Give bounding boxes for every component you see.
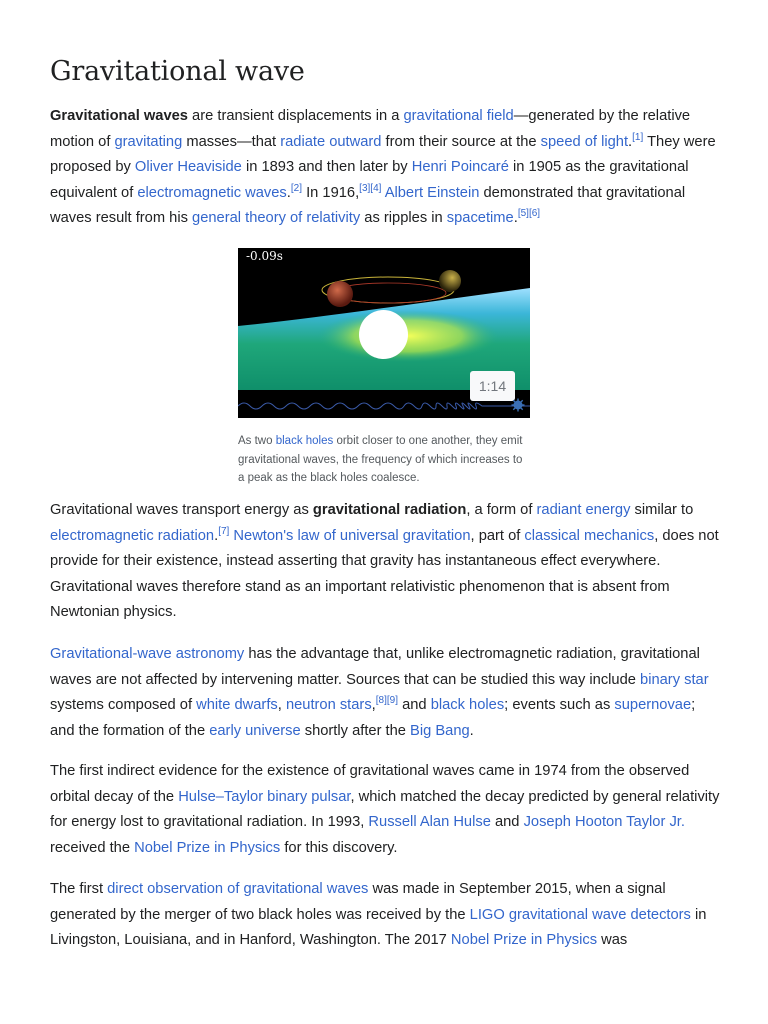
text: . [214,527,219,544]
link-hulse-taylor-pulsar[interactable]: Hulse–Taylor binary pulsar [178,788,351,805]
text: received the [50,839,135,856]
link-albert-einstein[interactable]: Albert Einstein [384,184,480,201]
paragraph-direct-observation [50,877,720,954]
text: Gravitational waves transport energy as [50,502,313,518]
text: . [513,210,518,226]
reference-5[interactable]: [5] [517,208,529,220]
reference-3[interactable]: [3] [359,182,371,194]
text: . [469,722,474,739]
caption-text: As two [238,435,276,447]
figure-caption [238,432,523,488]
text: has the advantage that, unlike electromagnetic radiation, gravitational waves are not affected by intervening matter. Sources that can be studied this way include [50,646,700,688]
text: in 1905 as the gravitational equivalent of [50,159,689,201]
link-electromagnetic-radiation[interactable]: electromagnetic radiation [50,527,215,544]
video-duration: 1:14 [470,371,515,401]
text: in 1893 and then later by [241,159,412,175]
text: , which matched the decay predicted by general relativity for energy lost to gravitational radiation. In 1993, [50,788,720,830]
link-classical-mechanics[interactable]: classical mechanics [524,527,655,544]
paragraph-indirect-evidence [50,759,720,861]
reference-7[interactable]: [7] [218,525,230,537]
link-russell-hulse[interactable]: Russell Alan Hulse [368,814,491,830]
link-oliver-heaviside[interactable]: Oliver Heaviside [134,159,242,175]
bold-term: gravitational radiation [312,502,467,518]
link-gravitational-field[interactable]: gravitational field [403,108,514,124]
text: , part of [470,527,525,544]
link-joseph-taylor[interactable]: Joseph Hooton Taylor Jr. [523,814,685,830]
text: The first indirect evidence for the existence of gravitational waves came in 1974 from the observed orbital decay of the [50,763,690,805]
caption-text: orbit closer to one another, they emit gravitational waves, the frequency of which increases to a peak as the black holes coalesce. [238,435,523,484]
link-radiant-energy[interactable]: radiant energy [536,502,631,518]
link-radiate-outward[interactable]: radiate outward [280,133,382,150]
text: masses—that [182,133,281,150]
text: are transient displacements in a [187,108,404,124]
reference-2[interactable]: [2] [290,182,302,194]
black-hole-merger-video[interactable] [238,248,530,418]
link-ligo-detectors[interactable]: LIGO gravitational wave detectors [469,906,691,923]
text: ; and the formation of the [50,697,696,739]
text: The first [50,881,108,897]
text: ; events such as [504,697,615,713]
link-nobel-prize-physics-2017[interactable]: Nobel Prize in Physics [450,932,598,948]
paragraph-astronomy [50,642,720,744]
reference-4[interactable]: [4] [370,182,382,194]
commons-media-icon [511,398,525,412]
text: —generated by the relative motion of [50,108,691,150]
bold-term: Gravitational waves [50,108,188,124]
reference-1[interactable]: [1] [632,131,644,143]
video-timecode: -0.09s [246,249,283,263]
link-supernovae[interactable]: supernovae [614,697,692,713]
text: and [490,814,524,830]
wave-glow [318,310,498,362]
link-binary-star[interactable]: binary star [640,671,709,688]
reference-9[interactable]: [9] [386,695,399,707]
paragraph-energy [50,498,720,626]
text: . [628,133,633,150]
text: systems composed of [50,697,197,713]
link-big-bang[interactable]: Big Bang [410,722,470,739]
link-nobel-prize-physics[interactable]: Nobel Prize in Physics [134,839,281,856]
link-gravitating[interactable]: gravitating [114,133,183,150]
link-electromagnetic-waves[interactable]: electromagnetic waves [137,184,287,201]
link-direct-observation[interactable]: direct observation of gravitational waves [107,881,369,897]
text: from their source at the [381,133,541,150]
text: They were proposed by [50,133,716,175]
text: similar to [630,502,694,518]
text: as ripples in [360,210,447,226]
caption-link-black-holes[interactable]: black holes [275,435,334,447]
text: was [597,932,628,948]
text: demonstrated that gravitational waves result from his [50,184,686,226]
reference-6[interactable]: [6] [528,208,541,220]
paragraph-intro [50,104,720,232]
text: and [398,697,431,713]
text: , [277,697,286,713]
black-hole-red [327,281,353,307]
link-general-relativity[interactable]: general theory of relativity [192,210,361,226]
text: was made in September 2015, when a signal generated by the merger of two black holes was received by the [50,881,666,923]
text: for this discovery. [280,839,398,856]
link-spacetime[interactable]: spacetime [446,210,514,226]
text: , does not provide for their existence, instead asserting that gravity has instantaneous effect everywhere. Gravitational waves therefore stand as an important relativistic phenomenon that is absent from Newtonian physics. [50,527,719,620]
link-neutron-stars[interactable]: neutron stars [285,697,372,713]
text: in Livingston, Louisiana, and in Hanford, Washington. The 2017 [50,906,707,948]
text: shortly after the [300,722,411,739]
text: . [286,184,291,201]
link-gw-astronomy[interactable]: Gravitational-wave astronomy [50,646,245,662]
link-speed-of-light[interactable]: speed of light [540,133,629,150]
text: In 1916, [302,184,360,201]
text: , a form of [466,502,537,518]
text: , [371,697,376,713]
link-early-universe[interactable]: early universe [209,722,301,739]
reference-8[interactable]: [8] [375,695,387,707]
link-henri-poincare[interactable]: Henri Poincaré [411,159,509,175]
link-black-holes[interactable]: black holes [430,697,505,713]
link-newtons-law[interactable]: Newton's law of universal gravitation [233,527,471,544]
page-title: Gravitational wave [50,56,305,87]
link-white-dwarfs[interactable]: white dwarfs [196,697,278,713]
black-hole-gold [439,270,461,292]
play-button-icon[interactable] [359,310,408,359]
